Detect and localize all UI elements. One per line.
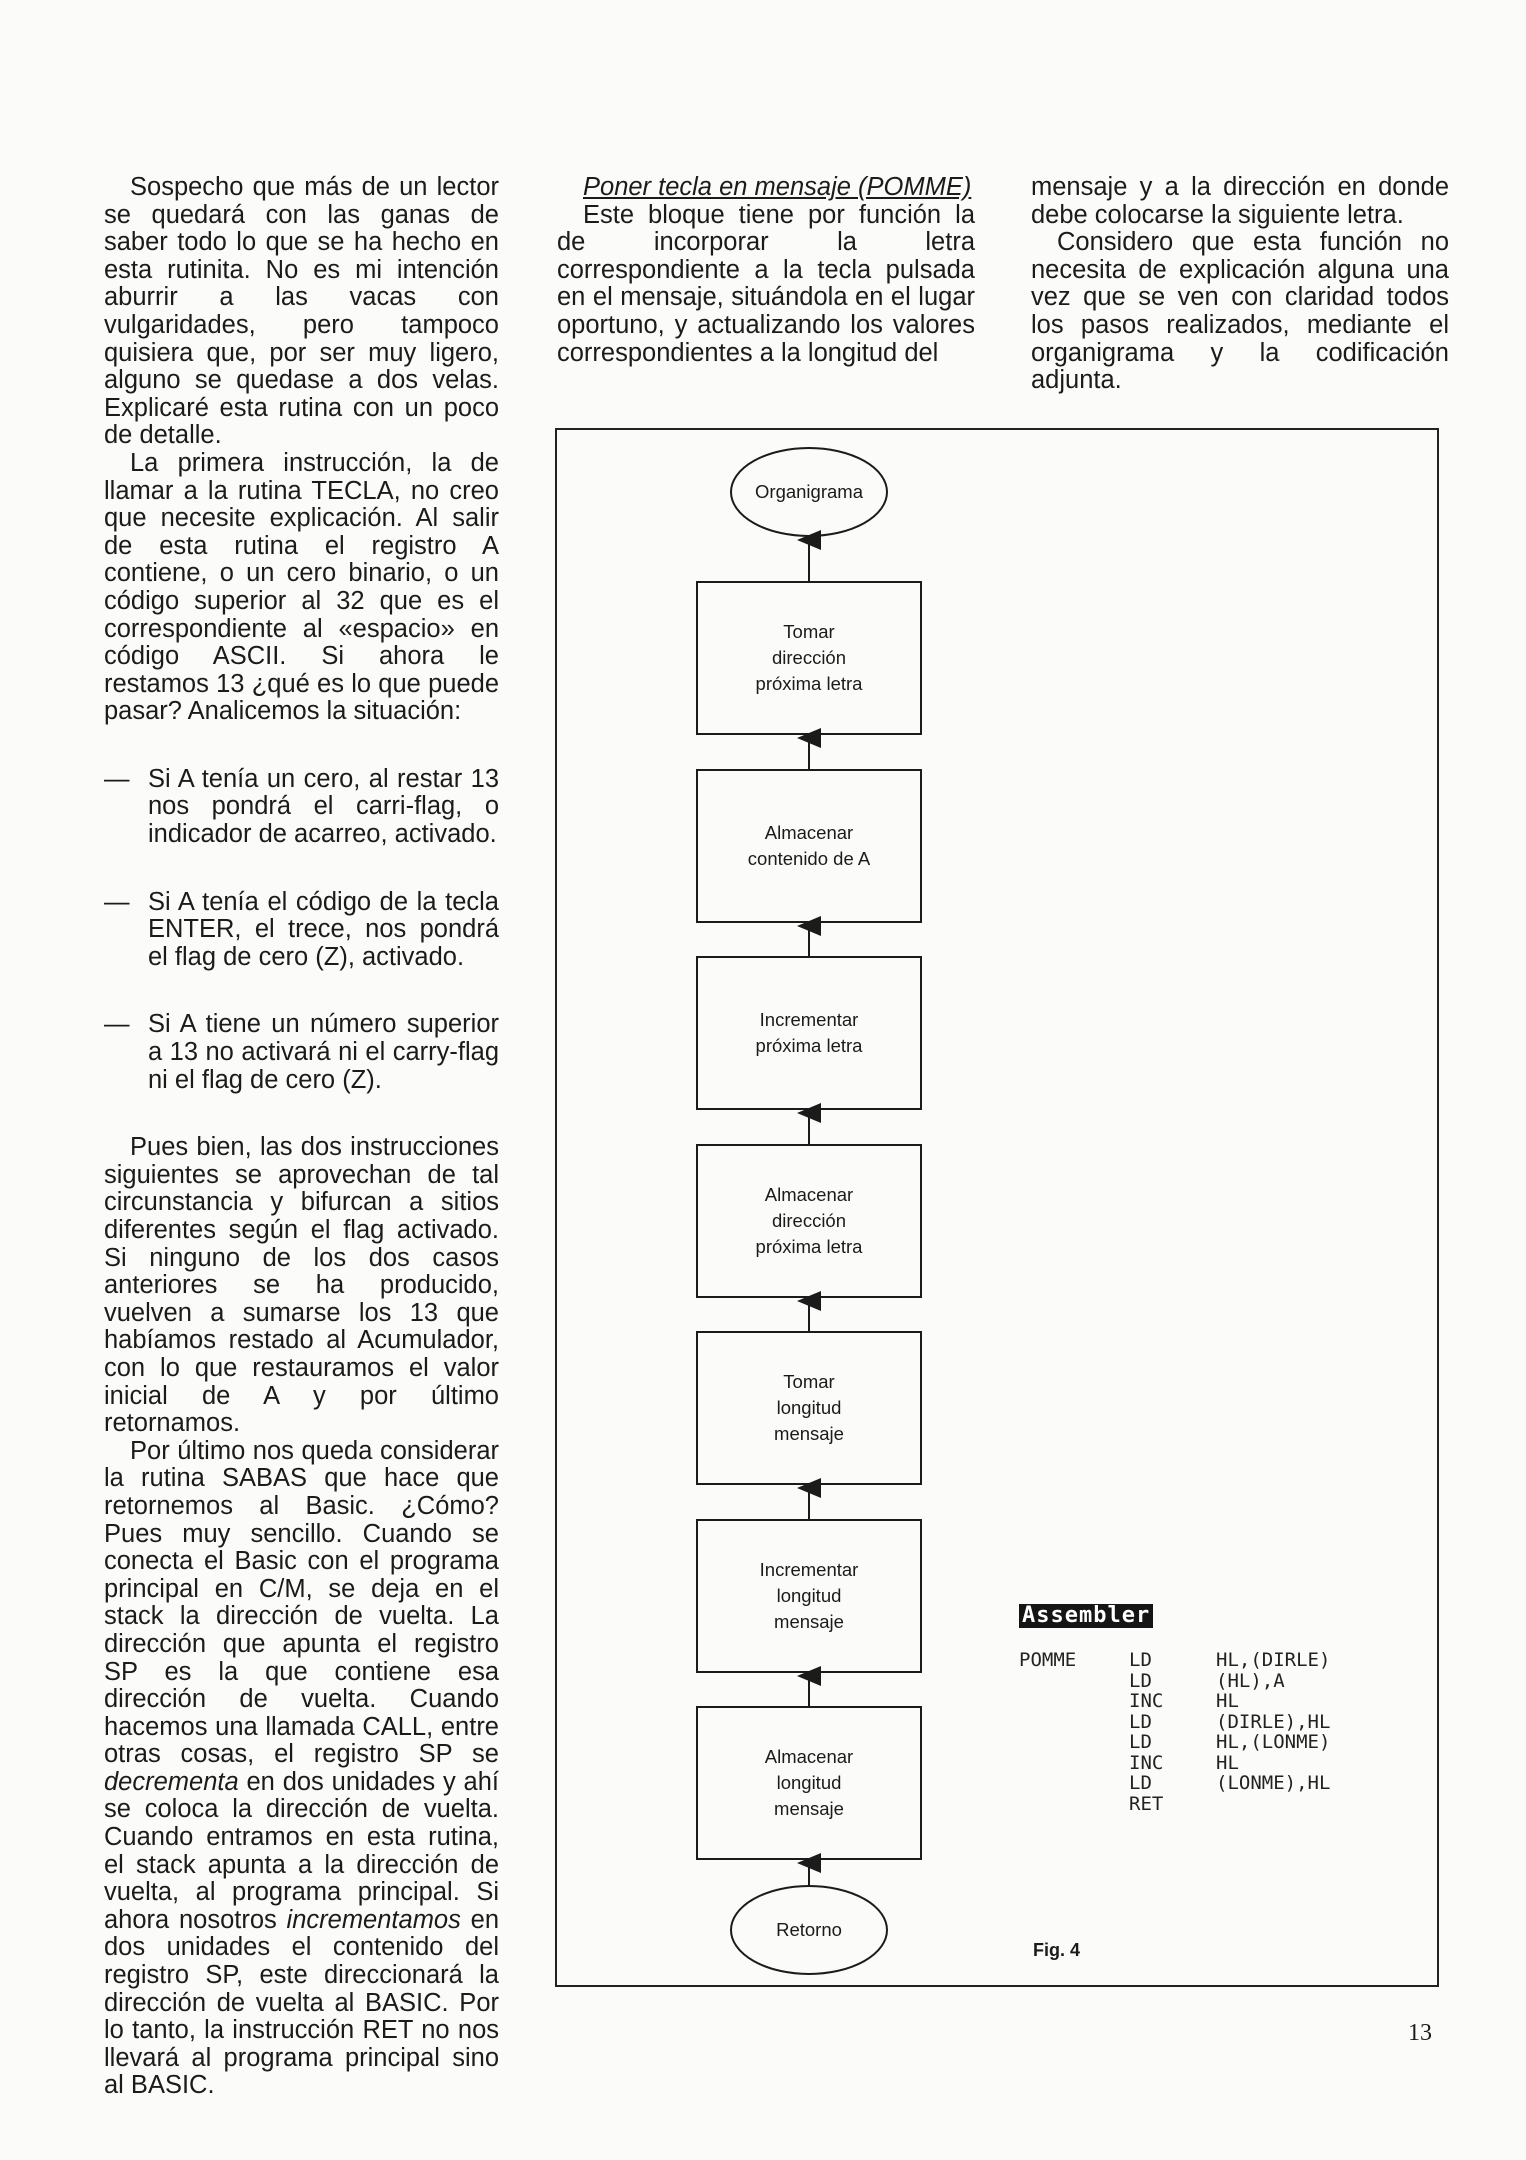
flowchart-label: dirección	[771, 1210, 847, 1231]
assembler-line	[1019, 1691, 1330, 1712]
flowchart-label: próxima letra	[755, 673, 863, 694]
page-number: 13	[1408, 2020, 1432, 2046]
assembler-lab	[1019, 1753, 1129, 1774]
flowchart-label: Incrementar	[759, 1009, 859, 1030]
bullet-dash: —	[104, 764, 130, 793]
bullet-dash: —	[104, 1010, 130, 1039]
flowchart-label: mensaje	[774, 1423, 844, 1444]
figure-caption: Fig. 4	[1033, 1940, 1081, 1960]
assembler-lab	[1019, 1732, 1129, 1753]
paragraph: mensaje y a la dirección en donde debe colocarse la siguiente letra.	[1031, 173, 1449, 229]
assembler-line	[1019, 1732, 1330, 1753]
column-2	[557, 174, 975, 367]
assembler-title: Assembler	[1019, 1604, 1153, 1628]
section-title: Poner tecla en mensaje (POMME)	[583, 173, 972, 201]
assembler-code	[1019, 1650, 1330, 1814]
flowchart-label: Tomar	[783, 1371, 835, 1392]
assembler-line	[1019, 1753, 1330, 1774]
assembler-lab	[1019, 1671, 1129, 1692]
bullet-item	[104, 766, 499, 849]
assembler-arg: HL	[1216, 1690, 1239, 1712]
flowchart-label: contenido de A	[747, 848, 871, 869]
flowchart-label: próxima letra	[755, 1035, 863, 1056]
bullet-item	[104, 889, 499, 972]
bullet-item	[104, 1011, 499, 1094]
process-box	[697, 957, 921, 1109]
paragraph: Sospecho que más de un lector se quedará con las ganas de saber todo lo que se ha hecho en esta rutinita. No es mi intención aburrir a las vacas con vulgaridades, pero tampoco quisiera que, por ser muy ligero, alguno se quedase a dos velas. Explicaré esta rutina con un poco de detalle.	[104, 173, 499, 450]
assembler-lab	[1019, 1712, 1129, 1733]
assembler-arg: (DIRLE),HL	[1216, 1710, 1331, 1733]
flowchart-label: Retorno	[776, 1919, 842, 1940]
assembler-op: INC	[1129, 1751, 1164, 1774]
assembler-arg: HL,(LONME)	[1216, 1731, 1331, 1753]
flowchart-label: longitud	[776, 1772, 842, 1793]
bullet-text: Si A tenía el código de la tecla ENTER, el trece, nos pondrá el flag de cero (Z), activado.	[148, 887, 499, 971]
assembler-line	[1019, 1712, 1330, 1733]
flowchart-label: longitud	[776, 1585, 842, 1606]
flowchart-label: Almacenar	[764, 1746, 854, 1767]
column-3	[1031, 174, 1449, 395]
assembler-op: INC	[1129, 1690, 1164, 1712]
paragraph: Este bloque tiene por función la de incorporar la letra correspondiente a la tecla pulsada en el mensaje, situándola en el lugar oportuno, y actualizando los valores correspondientes a la longitud del	[557, 200, 975, 367]
flowchart-label: Incrementar	[759, 1559, 859, 1580]
assembler-arg: (LONME),HL	[1216, 1772, 1331, 1794]
assembler-lab	[1019, 1691, 1129, 1712]
assembler-op: LD	[1129, 1710, 1152, 1733]
process-box	[697, 770, 921, 922]
flowchart-label: Almacenar	[764, 1184, 854, 1205]
column-1	[104, 174, 499, 2100]
paragraph: Considero que esta función no necesita de explicación alguna una vez que se ven con claridad todos los pasos realizados, mediante el organigrama y la codificación adjunta.	[1031, 228, 1449, 395]
flowchart-label: próxima letra	[755, 1236, 863, 1257]
flowchart-label: Almacenar	[764, 822, 854, 843]
paragraph: La primera instrucción, la de llamar a la rutina TECLA, no creo que necesite explicación. Al salir de esta rutina el registro A contiene, o un cero binario, o un código superior al 32 que es el correspondiente al «espacio» en código ASCII. Si ahora le restamos 13 ¿qué es lo que puede pasar? Analicemos la situación:	[104, 448, 499, 726]
flowchart-label: mensaje	[774, 1611, 844, 1632]
flowchart-label: mensaje	[774, 1798, 844, 1819]
paragraph: Pues bien, las dos instrucciones siguientes se aprovechan de tal circunstancia y bifurcan a sitios diferentes según el flag activado. Si ninguno de los dos casos anteriores se ha producido, vuelven a sumarse los 13 que habíamos restado al Acumulador, con lo que restauramos el valor inicial de A y por último retornamos.	[104, 1133, 499, 1438]
flowchart-label: dirección	[771, 647, 847, 668]
assembler-line	[1019, 1671, 1330, 1692]
assembler-line	[1019, 1794, 1330, 1815]
assembler-line	[1019, 1650, 1330, 1671]
assembler-lab	[1019, 1773, 1129, 1794]
assembler-lab	[1019, 1794, 1129, 1815]
paragraph: Por último nos queda considerar la rutina SABAS que hace que retornemos al Basic. ¿Cómo? Pues muy sencillo. Cuando se conecta el Basic con el programa principal en C/M, se deja en el stack la dirección de vuelta. La dirección que apunta el registro SP es la que contiene esa dirección de vuelta. Cuando hacemos una llamada CALL, entre otras cosas, el registro SP se decrementa en dos unidades y ahí se coloca la dirección de vuelta. Cuando entramos en esta rutina, el stack apunta a la dirección de vuelta, al programa principal. Si ahora nosotros incrementamos en dos unidades el contenido del registro SP, este direccionará la dirección de vuelta al BASIC. Por lo tanto, la instrucción RET no nos llevará al programa principal sino al BASIC.	[104, 1436, 499, 2100]
bullet-text: Si A tiene un número superior a 13 no activará ni el carry-flag ni el flag de cero (Z).	[148, 1010, 499, 1094]
flowchart-label: Organigrama	[755, 481, 863, 502]
flowchart-label: longitud	[776, 1397, 842, 1418]
assembler-line	[1019, 1773, 1330, 1794]
bullet-dash: —	[104, 887, 130, 916]
assembler-arg: HL,(DIRLE)	[1216, 1649, 1331, 1671]
assembler-lab: POMME	[1019, 1649, 1077, 1671]
flowchart-label: Tomar	[783, 621, 835, 642]
assembler-op: LD	[1129, 1731, 1152, 1753]
assembler-op: LD	[1129, 1669, 1152, 1692]
assembler-op: LD	[1129, 1649, 1152, 1671]
bullet-text: Si A tenía un cero, al restar 13 nos pondrá el carri-flag, o indicador de acarreo, activado.	[148, 764, 499, 849]
assembler-op: LD	[1129, 1772, 1152, 1794]
figure-4	[555, 428, 1439, 1987]
assembler-arg: (HL),A	[1216, 1669, 1285, 1692]
assembler-arg: HL	[1216, 1751, 1239, 1774]
assembler-op: RET	[1129, 1792, 1164, 1815]
